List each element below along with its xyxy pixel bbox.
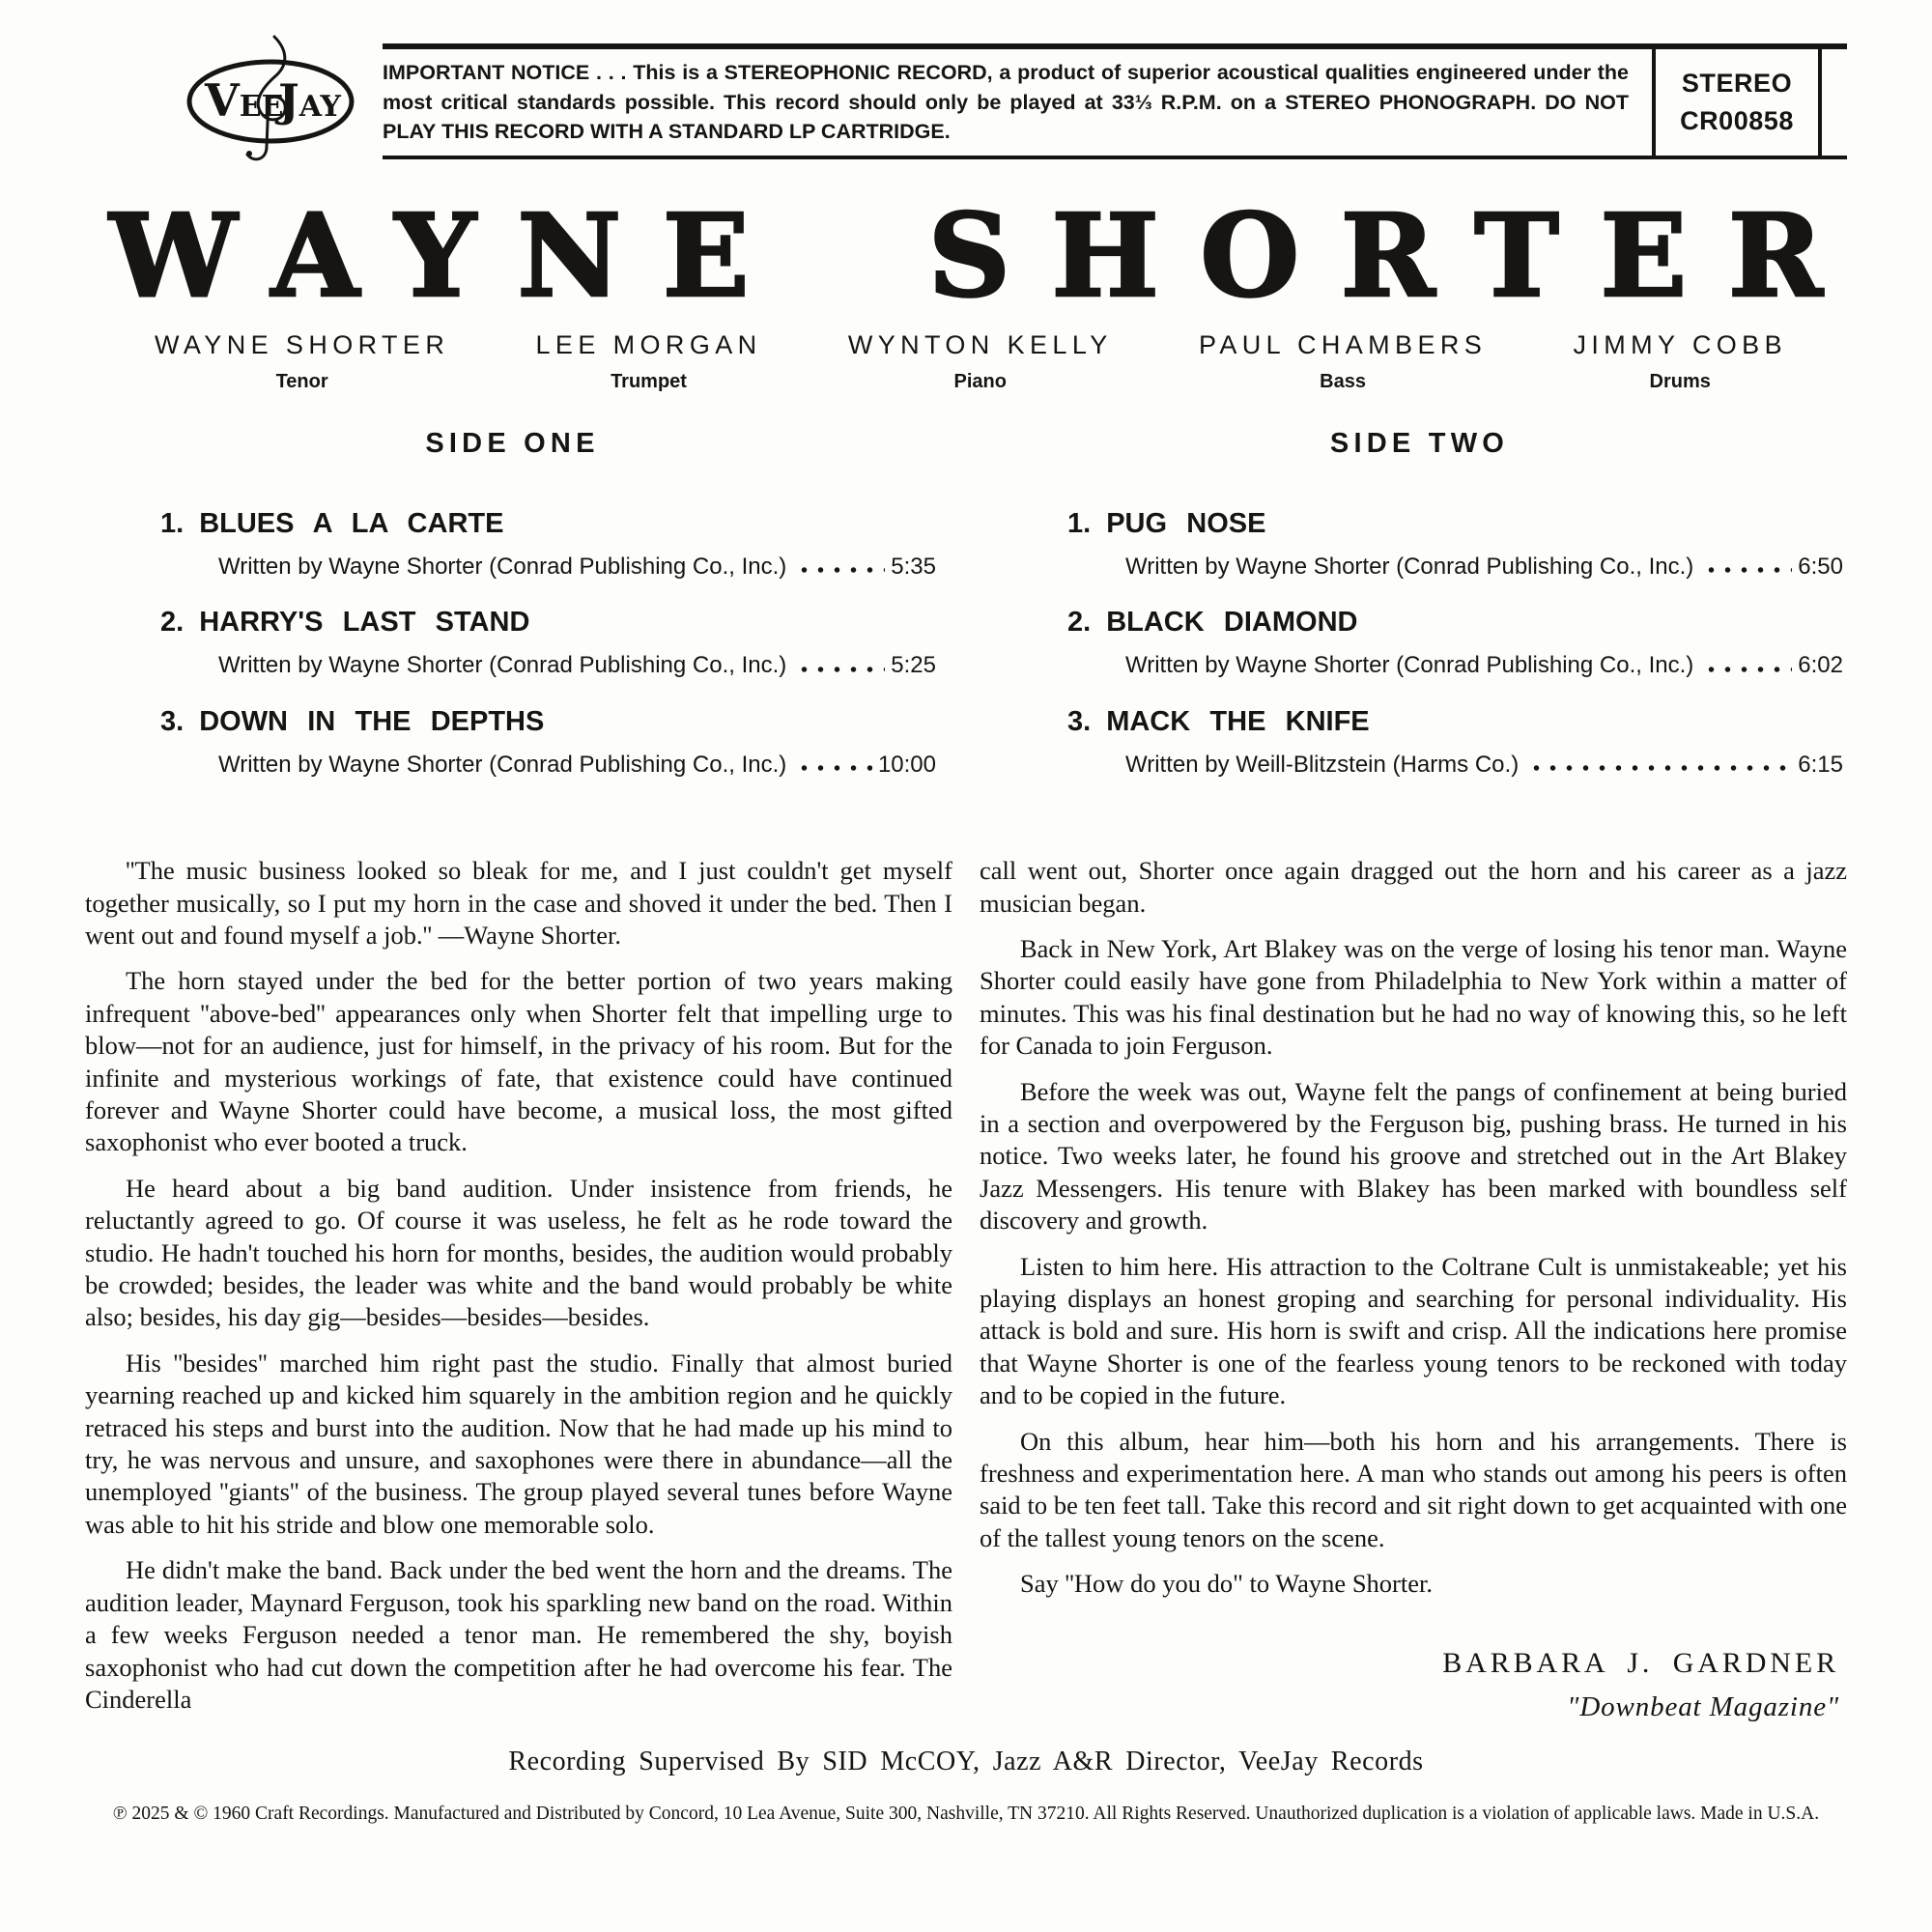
- track-time: 5:25: [891, 652, 936, 679]
- track-credit: Written by Wayne Shorter (Conrad Publishing Co., Inc.): [218, 652, 787, 679]
- track-time: 6:15: [1798, 751, 1843, 778]
- musician-name: JIMMY COBB: [1573, 330, 1787, 359]
- track-title-row: [1067, 706, 1843, 738]
- track-title: BLUES A LA CARTE: [199, 508, 504, 539]
- musician-instrument: Tenor: [275, 371, 328, 392]
- track-number: 3.: [1067, 705, 1092, 737]
- track-time: 5:35: [891, 554, 936, 580]
- paragraph: Before the week was out, Wayne felt the pangs of confinement at being buried in a section and overpowered by the Ferguson big, pushing brass. He turned in his notice. Two weeks later, he found his groove and stretched out in the Art Blakey Jazz Messengers. His tenure with Blakey has been marked with boundless self discovery and growth.: [980, 1076, 1847, 1236]
- rule-tail: [1822, 49, 1847, 156]
- track-credit: Written by Wayne Shorter (Conrad Publishing Co., Inc.): [218, 751, 787, 778]
- track-time: 6:50: [1798, 554, 1843, 580]
- leader-dots: [796, 664, 885, 675]
- important-notice: IMPORTANT NOTICE . . . This is a STEREOPHONIC RECORD, a product of superior acoustical qualities engineered under the most critical standards possible. This record should only be played at 33⅓ R.P.M. on a STEREO PHONOGRAPH. DO NOT PLAY THIS RECORD WITH A STANDARD LP CARTRIDGE.: [383, 61, 1629, 144]
- signature-block: [980, 1647, 1847, 1724]
- paragraph: His ''besides'' marched him right past the studio. Finally that almost buried yearning reached up and kicked him squarely in the ambition region and he quickly retraced his steps and burst into the audition. Now that he had made up his mind to try, he was nervous and unsure, and saxophones were there in abundance—all the unemployed ''giants'' of the business. The group played several tunes before Wayne was able to hit his stride and blow one memorable solo.: [85, 1348, 952, 1539]
- musician-instrument: Drums: [1649, 371, 1711, 392]
- track-number: 1.: [1067, 508, 1092, 539]
- leader-dots: [1703, 564, 1792, 576]
- side-two-track-list: [1067, 508, 1843, 778]
- paragraph: call went out, Shorter once again dragged out the horn and his career as a jazz musician began.: [980, 856, 1847, 918]
- track-credit-row: [218, 753, 936, 778]
- track: [1067, 706, 1843, 778]
- track-title: BLACK DIAMOND: [1106, 607, 1358, 639]
- musician-name: PAUL CHAMBERS: [1198, 330, 1488, 359]
- track-credit-row: [1125, 554, 1843, 580]
- logo-jay-text: JAY: [278, 74, 341, 127]
- track-title-row: [1067, 607, 1843, 639]
- logo-vee-text: VEE: [205, 74, 284, 127]
- musician: [848, 330, 1113, 393]
- paragraph: Listen to him here. His attraction to the Coltrane Cult is unmistakeable; yet his playing displays an honest groping and searching for personal individuality. His attack is bold and sure. His horn is swift and crisp. All the indications here promise that Wayne Shorter is one of the fearless young tenors to be reckoned with today and to be copied in the future.: [980, 1251, 1847, 1410]
- track-title: PUG NOSE: [1106, 508, 1266, 539]
- track: [160, 607, 936, 678]
- vee-jay-logo: [185, 29, 359, 174]
- leader-dots: [1528, 762, 1792, 774]
- track-credit-row: [1125, 753, 1843, 778]
- track-credit-row: [218, 653, 936, 678]
- track-credit-row: [1125, 653, 1843, 678]
- musician: [155, 330, 449, 393]
- leader-dots: [796, 564, 885, 576]
- track-title-row: [1067, 508, 1843, 540]
- musician-name: WYNTON KELLY: [847, 330, 1113, 359]
- track-title-row: [160, 607, 936, 639]
- liner-notes-right-column: [980, 855, 1847, 1729]
- side-two: [992, 428, 1847, 805]
- side-one-heading: SIDE ONE: [425, 428, 600, 459]
- paragraph: Say ''How do you do" to Wayne Shorter.: [1020, 1569, 1433, 1599]
- track: [160, 508, 936, 580]
- track-credit: Written by Wayne Shorter (Conrad Publishing Co., Inc.): [1125, 554, 1694, 580]
- paragraph: On this album, hear him—both his horn and his arrangements. There is freshness and experimentation here. A man who stands out among his peers is often said to be ten feet tall. Take this record and sit right down to get acquainted with one of the tallest young tenors on the scene.: [980, 1426, 1847, 1552]
- footer: [85, 1747, 1847, 1825]
- track-credit: Written by Wayne Shorter (Conrad Publishing Co., Inc.): [218, 554, 787, 580]
- track: [1067, 607, 1843, 678]
- track-credit: Written by Wayne Shorter (Conrad Publishing Co., Inc.): [1125, 652, 1694, 679]
- track-time: 10:00: [877, 751, 936, 778]
- musician: [1573, 330, 1787, 393]
- paragraph: He didn't make the band. Back under the bed went the horn and the dreams. The audition leader, Maynard Ferguson, took his sparkling new band on the road. Within a few weeks Ferguson needed a tenor man. He remembered the shy, boyish saxophonist who had cut down the competition after he had overcome his fear. The Cinderella: [85, 1555, 952, 1714]
- liner-notes: [85, 855, 1847, 1729]
- signature-name: BARBARA J. GARDNER: [1442, 1646, 1839, 1679]
- track-lists: [85, 428, 1847, 805]
- track-title: MACK THE KNIFE: [1106, 705, 1370, 737]
- leader-dots: [1703, 664, 1792, 675]
- track: [1067, 508, 1843, 580]
- musician-instrument: Trumpet: [611, 371, 687, 392]
- musician-instrument: Bass: [1320, 371, 1366, 392]
- track-title-row: [160, 706, 936, 738]
- liner-notes-left-column: [85, 855, 952, 1729]
- paragraph: Back in New York, Art Blakey was on the verge of losing his tenor man. Wayne Shorter could easily have gone from Philadelphia to New York within a matter of minutes. This was his final destination but he had no way of knowing this, so he left for Canada to join Ferguson.: [980, 933, 1847, 1061]
- track-title-row: [160, 508, 936, 540]
- track-time: 6:02: [1798, 652, 1843, 679]
- paragraph: The horn stayed under the bed for the better portion of two years making infrequent ''above-bed'' appearances only when Shorter felt that impelling urge to blow—not for an audience, just for himself, in the privacy of his room. But for the infinite and mysterious workings of fate, that existence could have continued forever and Wayne Shorter could have become, a musical loss, the most gifted saxophonist who ever booted a truck.: [85, 966, 952, 1157]
- stereo-catalog-box: [1652, 49, 1822, 156]
- notice-box: [383, 43, 1847, 159]
- musician: [536, 330, 762, 393]
- musician-instrument: Piano: [953, 371, 1007, 392]
- catalog-number: CR00858: [1680, 105, 1794, 135]
- paragraph: ''The music business looked so bleak for me, and I just couldn't get myself together musically, so I put my horn in the case and shoved it under the bed. Then I went out and found myself a job.'' —Wayne Shorter.: [85, 856, 952, 950]
- stereo-label: STEREO: [1681, 68, 1793, 98]
- masthead: [85, 29, 1847, 174]
- side-two-heading: SIDE TWO: [1329, 428, 1510, 459]
- side-one-track-list: [160, 508, 936, 778]
- leader-dots: [796, 762, 872, 774]
- supervised-credit: Recording Supervised By SID McCOY, Jazz A&R Director, VeeJay Records: [508, 1747, 1424, 1777]
- side-one: [85, 428, 940, 805]
- track-number: 1.: [160, 508, 185, 539]
- track-title: HARRY'S LAST STAND: [199, 607, 530, 639]
- musician: [1199, 330, 1487, 393]
- track-number: 2.: [160, 607, 185, 639]
- track-title: DOWN IN THE DEPTHS: [199, 705, 545, 737]
- track-credit-row: [218, 554, 936, 580]
- signature-source: "Downbeat Magazine": [1567, 1691, 1839, 1723]
- track-number: 3.: [160, 705, 185, 737]
- track: [160, 706, 936, 778]
- legal-line: ℗ 2025 & © 1960 Craft Recordings. Manufactured and Distributed by Concord, 10 Lea Avenue, Suite 300, Nashville, TN 37210. All Rights Reserved. Unauthorized duplication is a violation of applicable laws. Made in U.S.A.: [112, 1804, 1820, 1825]
- paragraph: He heard about a big band audition. Under insistence from friends, he reluctantly agreed to go. Of course it was useless, he felt as he rode toward the studio. He hadn't touched his horn for months, besides, the audition would probably be crowded; besides, the leader was white and the band would probably be white also; besides, his day gig—besides—besides—besides.: [85, 1173, 952, 1332]
- track-credit: Written by Weill-Blitzstein (Harms Co.): [1125, 751, 1520, 778]
- musician-name: WAYNE SHORTER: [155, 330, 450, 359]
- album-title: WAYNE SHORTER: [109, 188, 1864, 323]
- track-number: 2.: [1067, 607, 1092, 639]
- musicians-row: [155, 330, 1787, 393]
- musician-name: LEE MORGAN: [535, 330, 762, 359]
